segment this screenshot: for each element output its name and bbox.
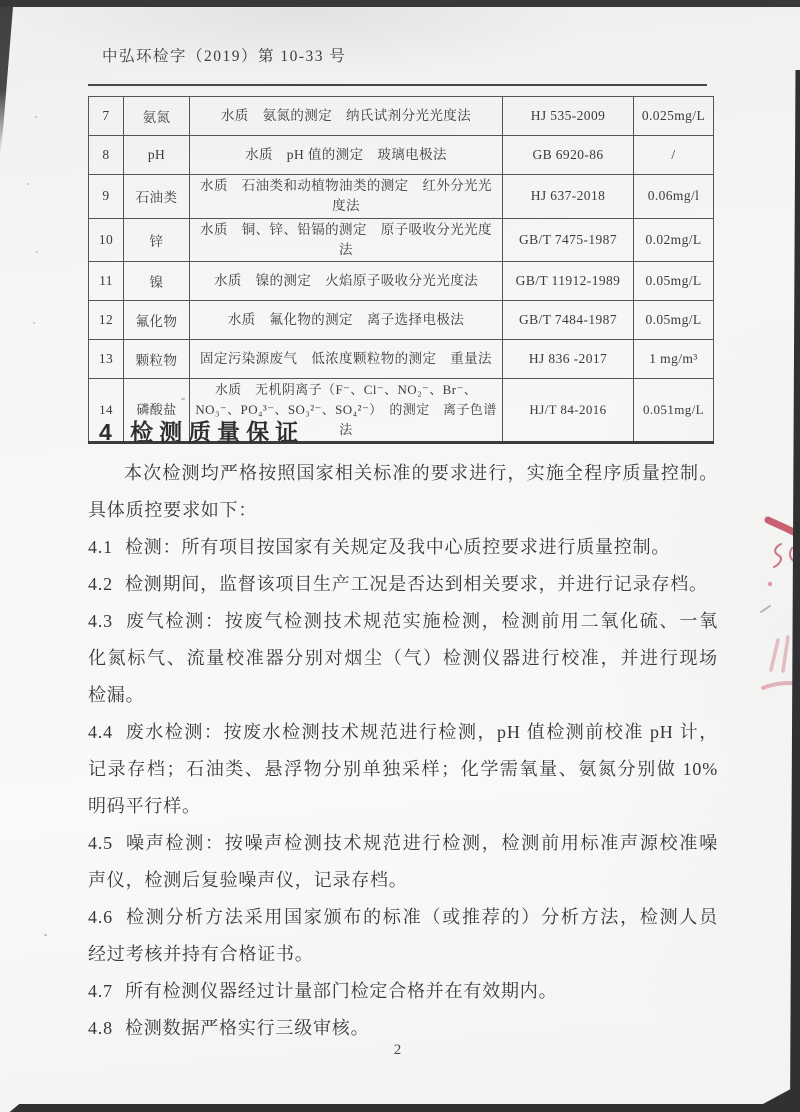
text-line: 4.4 废水检测：按废水检测技术规范进行检测，pH 值检测前校准 pH 计， xyxy=(88,714,718,751)
paragraph xyxy=(88,899,718,973)
paragraph-number: 4.1 xyxy=(88,537,113,557)
scan-speck xyxy=(35,116,37,118)
table-row xyxy=(89,301,714,340)
scan-speck xyxy=(181,398,185,400)
table-row xyxy=(89,218,714,262)
test-items-table xyxy=(88,96,714,444)
scan-edge-left xyxy=(0,7,13,157)
paragraph xyxy=(88,529,718,566)
cell-item: 颗粒物 xyxy=(124,340,190,379)
text-line: 明码平行样。 xyxy=(88,796,201,816)
stamp-stroke xyxy=(774,544,781,567)
table-row xyxy=(89,262,714,301)
cell-seq: 13 xyxy=(89,340,124,379)
table-row xyxy=(89,136,714,175)
text-line: 声仪，检测后复验噪声仪，记录存档。 xyxy=(88,870,408,890)
cell-method: 水质 氨氮的测定 纳氏试剂分光光度法 xyxy=(190,97,503,136)
red-stamp-partial xyxy=(748,492,800,702)
cell-item: pH xyxy=(124,136,190,175)
stamp-stroke xyxy=(783,637,788,671)
cell-standard: GB/T 7484-1987 xyxy=(503,301,634,340)
paragraph xyxy=(88,973,718,1010)
text-line: 记录存档；石油类、悬浮物分别单独采样；化学需氧量、氨氮分别做 10% xyxy=(88,759,718,779)
cell-method: 水质 pH 值的测定 玻璃电极法 xyxy=(190,136,503,175)
cell-limit: 0.051mg/L xyxy=(634,379,714,443)
table-row xyxy=(89,175,714,219)
section-heading: 4 检测质量保证 xyxy=(99,419,305,445)
cell-method: 水质 镍的测定 火焰原子吸收分光光度法 xyxy=(190,262,503,301)
cell-item: 氨氮 xyxy=(124,97,190,136)
doc-number: 中弘环检字（2019）第 10-33 号 xyxy=(102,48,347,65)
cell-standard: HJ 535-2009 xyxy=(503,97,634,136)
text-line: 4.3 废气检测：按废气检测技术规范实施检测，检测前用二氧化硫、一氧 xyxy=(88,603,718,640)
cell-standard: HJ/T 84-2016 xyxy=(503,379,634,443)
table-row xyxy=(89,340,714,379)
text-line: 化氮标气、流量校准器分别对烟尘（气）检测仪器进行校准，并进行现场 xyxy=(88,648,718,668)
paragraph-number: 4.7 xyxy=(88,981,113,1001)
cell-limit: / xyxy=(634,136,714,175)
paragraph-number: 4.8 xyxy=(88,1018,113,1038)
page-number: 2 xyxy=(393,1042,403,1058)
cell-seq: 7 xyxy=(89,97,124,136)
paragraph xyxy=(88,566,718,603)
cell-item: 磷酸盐 xyxy=(124,379,190,443)
scan-speck xyxy=(44,934,47,936)
scan-speck xyxy=(27,183,29,185)
cell-seq: 12 xyxy=(89,301,124,340)
cell-seq: 11 xyxy=(89,262,124,301)
cell-method: 固定污染源废气 低浓度颗粒物的测定 重量法 xyxy=(190,340,503,379)
quality-paragraphs xyxy=(88,455,718,1047)
text-line: 4.2 检测期间，监督该项目生产工况是否达到相关要求，并进行记录存档。 xyxy=(88,566,718,603)
cell-standard: GB 6920-86 xyxy=(503,136,634,175)
paragraph-number: 4.3 xyxy=(88,611,113,631)
cell-seq: 9 xyxy=(89,175,124,219)
header-rule xyxy=(88,84,707,86)
table-row xyxy=(89,97,714,136)
cell-method: 水质 石油类和动植物油类的测定 红外分光光度法 xyxy=(190,175,503,219)
cell-method: 水质 铜、锌、铅镉的测定 原子吸收分光光度法 xyxy=(190,218,503,262)
cell-standard: HJ 637-2018 xyxy=(503,175,634,219)
cell-item: 石油类 xyxy=(124,175,190,219)
text-line: 4.8 检测数据严格实行三级审核。 xyxy=(88,1010,718,1047)
paragraph xyxy=(88,603,718,714)
text-line: 4.5 噪声检测：按噪声检测技术规范进行检测，检测前用标准声源校准噪 xyxy=(88,825,718,862)
cell-limit: 0.05mg/L xyxy=(634,262,714,301)
paragraph xyxy=(88,714,718,825)
stamp-stroke xyxy=(771,640,778,670)
cell-limit: 0.025mg/L xyxy=(634,97,714,136)
paragraph-number: 4.6 xyxy=(88,907,113,927)
cell-limit: 0.02mg/L xyxy=(634,218,714,262)
cell-item: 镍 xyxy=(124,262,190,301)
pencil-mark xyxy=(761,606,770,612)
scan-edge-top xyxy=(0,0,800,7)
text-line: 本次检测均严格按照国家相关标准的要求进行，实施全程序质量控制。 xyxy=(124,463,718,483)
cell-standard: GB/T 7475-1987 xyxy=(503,218,634,262)
cell-standard: GB/T 11912-1989 xyxy=(503,262,634,301)
cell-limit: 0.06mg/l xyxy=(634,175,714,219)
paragraph-number: 4.5 xyxy=(88,833,113,853)
cell-item: 氟化物 xyxy=(124,301,190,340)
scan-edge-bottom xyxy=(0,1104,800,1112)
cell-standard: HJ 836 -2017 xyxy=(503,340,634,379)
cell-method: 水质 氟化物的测定 离子选择电极法 xyxy=(190,301,503,340)
text-line: 具体质控要求如下： xyxy=(88,500,258,520)
cell-item: 锌 xyxy=(124,218,190,262)
paragraph-number: 4.2 xyxy=(88,574,113,594)
text-line: 4.6 检测分析方法采用国家颁布的标准（或推荐的）分析方法，检测人员 xyxy=(88,899,718,936)
cell-seq: 14 xyxy=(89,379,124,443)
paragraph xyxy=(88,825,718,899)
scan-speck xyxy=(33,322,35,324)
cell-seq: 8 xyxy=(89,136,124,175)
text-line: 4.7 所有检测仪器经过计量部门检定合格并在有效期内。 xyxy=(88,973,718,1010)
cell-limit: 0.05mg/L xyxy=(634,301,714,340)
paragraph xyxy=(88,455,718,529)
stamp-dot xyxy=(768,582,772,586)
paragraph-number: 4.4 xyxy=(88,722,113,742)
cell-limit: 1 mg/m³ xyxy=(634,340,714,379)
text-line: 经过考核并持有合格证书。 xyxy=(88,944,314,964)
cell-seq: 10 xyxy=(89,218,124,262)
text-line: 检漏。 xyxy=(88,685,145,705)
text-line: 4.1 检测：所有项目按国家有关规定及我中心质控要求进行质量控制。 xyxy=(88,529,718,566)
scan-speck xyxy=(36,251,38,253)
cell-method: 水质 无机阴离子（F⁻、Cl⁻、NO₂⁻、Br⁻、NO₃⁻、PO₄³⁻、SO₃²⁻、SO₄²⁻） 的测定 离子色谱法 xyxy=(190,379,503,443)
